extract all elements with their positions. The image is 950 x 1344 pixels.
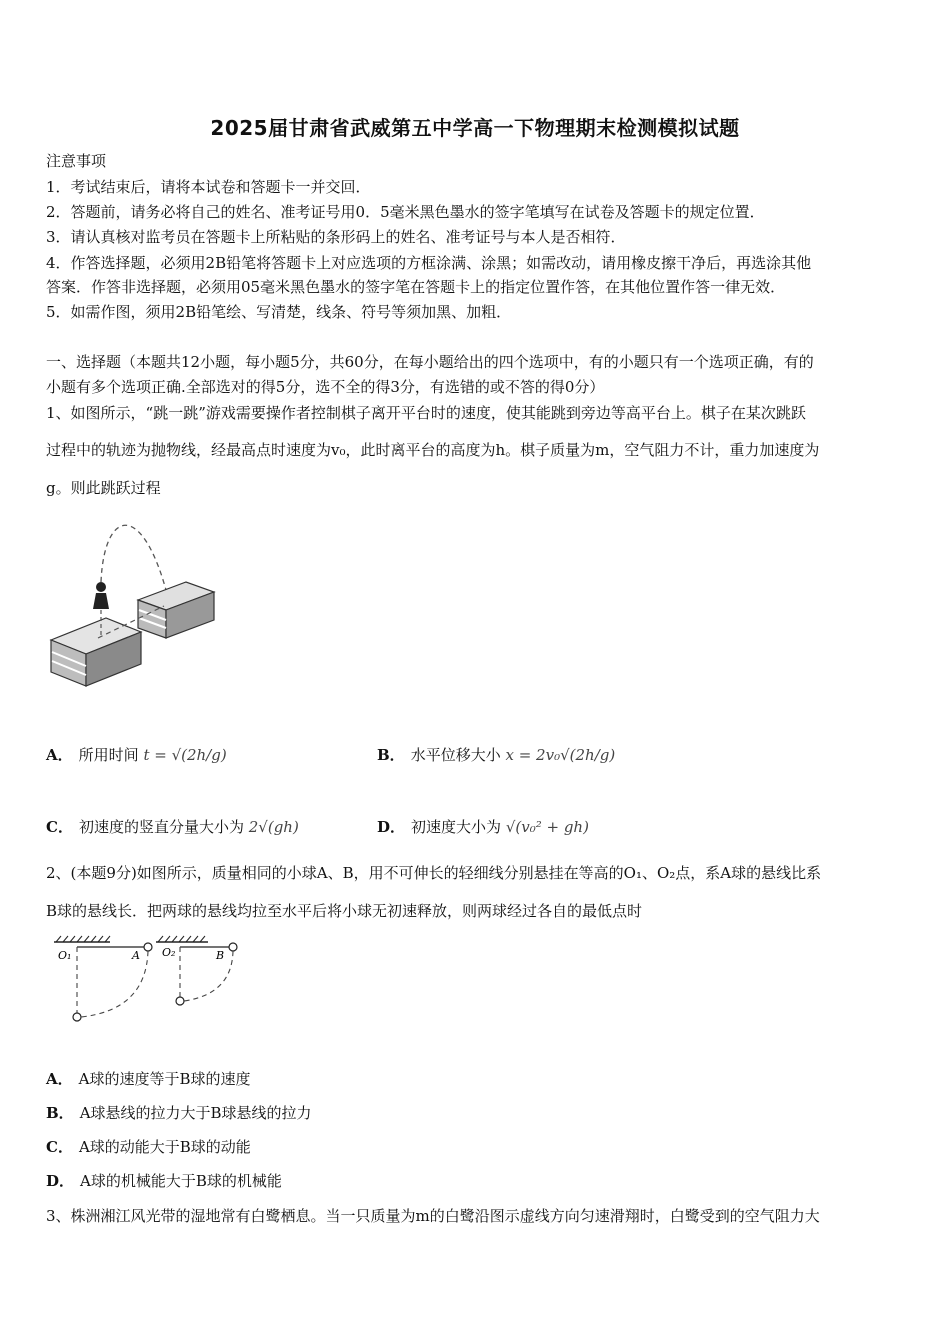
option-formula: √(v₀² + gh) (505, 818, 589, 836)
note-item: 5．如需作图，须用2B铅笔绘、写清楚，线条、符号等须加黑、加粗． (46, 303, 512, 321)
jump-game-figure (46, 510, 226, 695)
note-item: 1．考试结束后，请将本试卷和答题卡一并交回． (46, 178, 371, 196)
label-o1: O₁ (58, 949, 72, 962)
page-title: 2025届甘肃省武威第五中学高一下物理期末检测模拟试题 (210, 116, 740, 140)
option-label: D． (46, 1172, 75, 1190)
q2-option-b[interactable] (46, 1102, 312, 1123)
note-item: 3．请认真核对监考员在答题卡上所粘贴的条形码上的姓名、准考证号与本人是否相符． (46, 228, 626, 246)
note-item: 4．作答选择题，必须用2B铅笔将答题卡上对应选项的方框涂满、涂黑；如需改动，请用橡皮擦干净后，再选涂其他 (46, 254, 812, 272)
option-formula: x = 2v₀√(2h/g) (505, 746, 616, 764)
option-label: A． (46, 746, 73, 764)
option-text: A球的速度等于B球的速度 (78, 1070, 251, 1088)
option-text: 所用时间 (78, 746, 139, 764)
q2-option-a[interactable] (46, 1068, 251, 1089)
option-label: B． (46, 1104, 74, 1122)
option-label: C． (46, 818, 73, 836)
option-text: 初速度大小为 (411, 818, 502, 836)
option-text: A球悬线的拉力大于B球悬线的拉力 (79, 1104, 312, 1122)
q1-option-a[interactable] (46, 744, 227, 765)
option-label: B． (377, 746, 405, 764)
pendulum-figure (46, 932, 256, 1027)
option-formula: 2√(gh) (248, 818, 299, 836)
chess-piece-icon (93, 582, 109, 609)
label-b: B (216, 949, 225, 962)
q2-stem-line2: B球的悬线长．把两球的悬线均拉至水平后将小球无初速释放，则两球经过各自的最低点时 (46, 902, 643, 920)
option-formula: t = √(2h/g) (143, 746, 227, 764)
q1-option-c[interactable] (46, 816, 299, 837)
q2-option-c[interactable] (46, 1136, 251, 1157)
q1-option-b[interactable] (377, 744, 615, 765)
option-label: C． (46, 1138, 73, 1156)
option-label: D． (377, 818, 406, 836)
option-text: A球的机械能大于B球的机械能 (80, 1172, 282, 1190)
q2-stem-line1: 2、(本题9分)如图所示，质量相同的小球A、B，用不可伸长的轻细线分别悬挂在等高的O₁、O₂点，系A球的悬线比系 (46, 864, 822, 882)
q3-stem-line1: 3、株洲湘江风光带的湿地常有白鹭栖息。当一只质量为m的白鹭沿图示虚线方向匀速滑翔时，白鹭受到的空气阻力大 (46, 1207, 820, 1225)
note-item: 答案．作答非选择题，必须用05毫米黑色墨水的签字笔在答题卡上的指定位置作答，在其他位置作答一律无效． (46, 278, 786, 296)
q1-stem-line1: 1、如图所示，“跳一跳”游戏需要操作者控制棋子离开平台时的速度，使其能跳到旁边等高平台上。棋子在某次跳跃 (46, 404, 806, 422)
section-instructions-line2: 小题有多个选项正确.全部选对的得5分，选不全的得3分，有选错的或不答的得0分） (46, 378, 605, 396)
label-o2: O₂ (162, 946, 176, 959)
q1-stem-line2: 过程中的轨迹为抛物线，经最高点时速度为v₀，此时离平台的高度为h。棋子质量为m，空气阻力不计，重力加速度为 (46, 441, 820, 459)
option-label: A． (46, 1070, 73, 1088)
q2-option-d[interactable] (46, 1170, 282, 1191)
option-text: 水平位移大小 (410, 746, 501, 764)
notes-heading: 注意事项 (46, 152, 107, 170)
option-text: A球的动能大于B球的动能 (78, 1138, 251, 1156)
section-instructions-line1: 一、选择题（本题共12小题，每小题5分，共60分，在每小题给出的四个选项中，有的小题只有一个选项正确，有的 (46, 353, 814, 371)
option-text: 初速度的竖直分量大小为 (78, 818, 244, 836)
label-a: A (132, 949, 140, 962)
note-item: 2．答题前，请务必将自己的姓名、准考证号用0．5毫米黑色墨水的签字笔填写在试卷及答题卡的规定位置． (46, 203, 765, 221)
q1-stem-line3: g。则此跳跃过程 (46, 479, 161, 497)
q1-option-d[interactable] (377, 816, 589, 837)
